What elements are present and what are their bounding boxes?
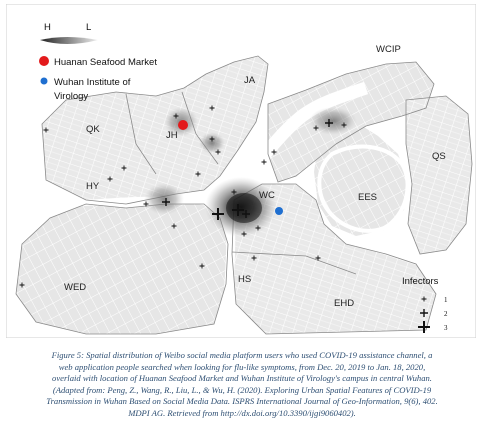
district-label-qs: QS xyxy=(432,151,446,162)
infectors-title: Infectors xyxy=(402,276,439,287)
legend-huanan-dot xyxy=(39,56,49,66)
legend-wiv-dot xyxy=(41,78,48,85)
infectors-legend-value-2: 2 xyxy=(444,310,448,318)
district-label-hs: HS xyxy=(238,274,252,285)
huanan-market-marker xyxy=(178,120,188,130)
caption-line-4: (Adapted from: Peng, Z., Wang, R., Liu, L., & Wu, H. (2020). Exploring Urban Spatial Features of COVID-19 xyxy=(52,384,432,395)
map-figure xyxy=(6,4,476,338)
district-label-wed: WED xyxy=(64,282,87,293)
district-label-ehd: EHD xyxy=(334,298,355,309)
district-label-ees: EES xyxy=(358,192,378,203)
caption-line-2: web application people searched when looking for flu-like symptoms, from Dec. 20, 2019 to Jan. 18, 2020, xyxy=(58,361,426,372)
district-label-wc: WC xyxy=(259,190,275,201)
district-label-qk: QK xyxy=(86,124,100,135)
infectors-legend-value-1: 1 xyxy=(444,296,448,304)
caption-line-6: MDPI AG. Retrieved from http://dx.doi.org/10.3390/ijgi9060402). xyxy=(128,407,356,418)
heat-legend-low: L xyxy=(86,22,92,33)
district-label-jh: JH xyxy=(166,130,178,141)
wiv-marker xyxy=(275,207,283,215)
legend-wiv-label-2: Virology xyxy=(54,91,89,102)
legend-wiv-label-1: Wuhan Institute of xyxy=(54,77,131,88)
caption-line-1: Figure 5: Spatial distribution of Weibo social media platform users who used COVID-19 assistance channel, a xyxy=(51,350,433,360)
legend-huanan-label: Huanan Seafood Market xyxy=(54,57,157,68)
figure-caption xyxy=(14,350,470,420)
district-label-ja: JA xyxy=(244,75,256,86)
infectors-legend-value-3: 3 xyxy=(444,324,448,332)
district-label-wcip: WCIP xyxy=(376,44,401,55)
caption-line-3: overlaid with location of Huanan Seafood Market and Wuhan Institute of Virology's campus in central Wuhan. xyxy=(52,373,432,384)
heat-legend-high: H xyxy=(44,22,51,33)
district-label-hy: HY xyxy=(86,181,100,192)
caption-line-5: Transmission in Wuhan Based on Social Media Data. ISPRS International Journal of Geo-Information, 9(6), 402. xyxy=(46,396,438,407)
